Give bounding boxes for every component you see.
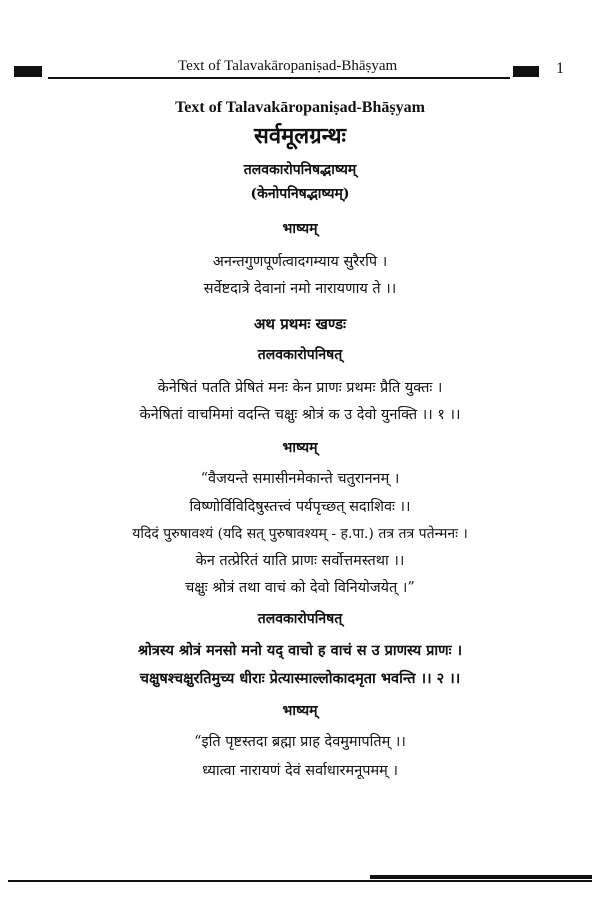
footer-rule-thick: [370, 875, 592, 879]
mantra-line: केनेषितं पतति प्रेषितं मनः केन प्राणः प्रथमः प्रैति युक्तः ।: [157, 379, 443, 396]
page-body: [0, 98, 600, 781]
header-rule: [48, 77, 510, 79]
verse-line: अनन्तगुणपूर्णत्वादगम्याय सुरैरपि ।: [212, 253, 388, 270]
mantra-line: चक्षुषश्चक्षुरतिमुच्य धीराः प्रेत्यास्माल्लोकादमृता भवन्ति ।। २ ।।: [139, 669, 461, 687]
verse-line: केन तत्प्रेरितं याति प्राणः सर्वोत्तमस्तथा ।।: [195, 552, 405, 569]
mantra-line: केनेषितां वाचमिमां वदन्ति चक्षुः श्रोत्रं क उ देवो युनक्ति ।। १ ।।: [139, 406, 461, 423]
section-heading: तलवकारोपनिषद्भाष्यम्: [243, 161, 357, 178]
bhashyam-heading: भाष्यम्: [282, 703, 318, 720]
bhashyam-heading: भाष्यम्: [282, 221, 318, 238]
footer-rule: [8, 880, 592, 882]
bhashyam-heading: भाष्यम्: [282, 440, 318, 457]
upanishad-heading: तलवकारोपनिषत्: [257, 346, 343, 363]
sanskrit-main-title: सर्वमूलग्रन्थः: [254, 123, 346, 150]
verse-line: सर्वेष्टदात्रे देवानां नमो नारायणाय ते ।।: [203, 281, 397, 298]
running-header: [0, 56, 600, 86]
verse-line: ध्यात्वा नारायणं देवं सर्वाधारमनूपमम् ।: [202, 763, 398, 780]
english-title: Text of Talavakāropaniṣad-Bhāṣyam: [175, 99, 425, 116]
running-title: Text of Talavakāropaniṣad-Bhāṣyam: [178, 58, 398, 74]
section-subheading: (केनोपनिषद्भाष्यम्): [250, 186, 350, 203]
page-number: 1: [556, 60, 564, 77]
mantra-line: श्रोत्रस्य श्रोत्रं मनसो मनो यद् वाचो ह वाचं स उ प्राणस्य प्राणः ।: [137, 642, 463, 660]
upanishad-heading: तलवकारोपनिषत्: [257, 611, 343, 628]
verse-line: विष्णोर्विविदिषुस्तत्त्वं पर्यपृच्छत् सदाशिवः ।।: [189, 498, 411, 515]
verse-line: चक्षुः श्रोत्रं तथा वाचं को देवो विनियोजयेत् ।”: [185, 580, 415, 597]
verse-line: यदिदं पुरुषावश्यं (यदि सत् पुरुषावश्यम् - ह.पा.) तत्र तत्र पतेन्मनः ।: [132, 525, 468, 542]
header-ornament-left: [14, 66, 42, 77]
verse-line: “वैजयन्ते समासीनमेकान्ते चतुराननम् ।: [200, 471, 400, 488]
header-ornament-right: [513, 66, 539, 77]
verse-line: “इति पृष्टस्तदा ब्रह्मा प्राह देवमुमापतिम् ।।: [194, 733, 406, 750]
khanda-heading: अथ प्रथमः खण्डः: [253, 314, 347, 333]
